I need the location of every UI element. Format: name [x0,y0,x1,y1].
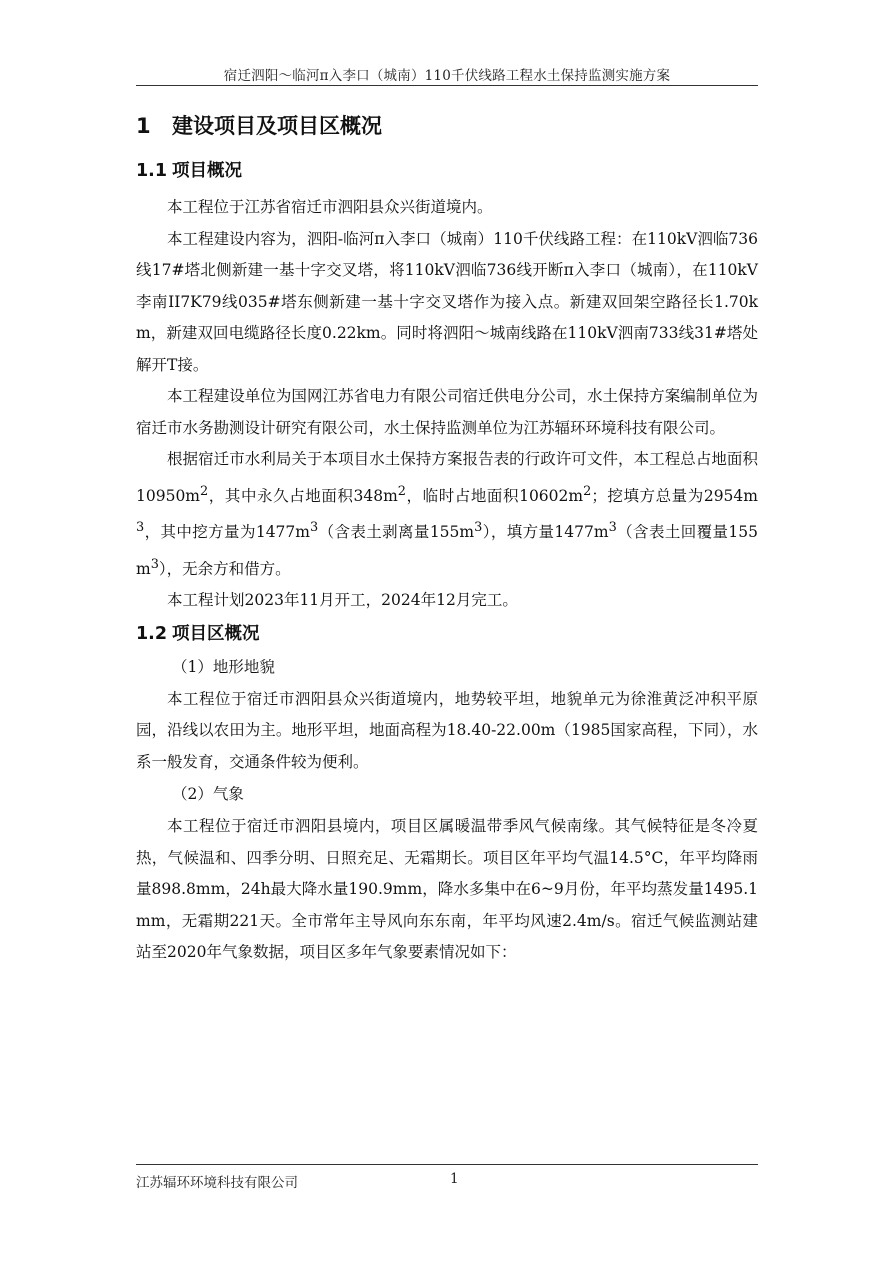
page-number: 1 [450,1171,459,1187]
footer-rule [136,1164,758,1165]
subsection-heading-1-2 [136,617,758,651]
footer-company: 江苏辐环环境科技有限公司 [136,1175,298,1191]
paragraph-land-area: 根据宿迁市水利局关于本项目水土保持方案报告表的行政许可文件，本工程总占地面积$10950m^2$，其中永久占地面积$348m^2$，临时占地面积$10602m^2$；挖填方总量为$2954m^3$，其中挖方量为$1477m^3$（含表土剥离量$155m^3$），填方量$1477m^3$（含表土回覆量$155m^3$），无余方和借方。 [136,450,758,578]
subsection-number: 1.1 [136,161,168,181]
section-heading-1 [136,108,758,144]
subheading-climate: （2）气象 [172,785,244,804]
subsection-heading-1-1 [136,154,758,188]
subsection-title: 项目区概况 [172,623,260,644]
running-header: 宿迁泗阳～临河π入李口（城南）110千伏线路工程水土保持监测实施方案 [223,68,671,84]
subsection-title: 项目概况 [172,161,242,181]
paragraph-terrain: 本工程位于宿迁市泗阳县众兴街道境内，地势较平坦，地貌单元为徐淮黄泛冲积平原园，沿线以农田为主。地形平坦，地面高程为18.40-22.00m（1985国家高程，下同），水系一般发育，交通条件较为便利。 [136,689,758,771]
paragraph-units: 本工程建设单位为国网江苏省电力有限公司宿迁供电分公司，水土保持方案编制单位为宿迁市水务勘测设计研究有限公司，水土保持监测单位为江苏辐环环境科技有限公司。 [136,387,758,437]
paragraph-location: 本工程位于江苏省宿迁市泗阳县众兴街道境内。 [167,198,493,216]
paragraph-construction-content: 本工程建设内容为，泗阳-临河π入李口（城南）110千伏线路工程：在110kV泗临736线17#塔北侧新建一基十字交叉塔，将110kV泗临736线开断π入李口（城南），在110kV李南II7K79线035#塔东侧新建一基十字交叉塔作为接入点。新建双回架空路径长1.70km，新建双回电缆路径长度0.22km。同时将泗阳～城南线路在110kV泗南733线31#塔处解开T接。 [136,229,758,374]
subheading-terrain: （1）地形地貌 [172,657,275,676]
subsection-number: 1.2 [136,623,168,644]
paragraph-schedule: 本工程计划2023年11月开工，2024年12月完工。 [167,591,518,610]
paragraph-climate: 本工程位于宿迁市泗阳县境内，项目区属暖温带季风气候南缘。其气候特征是冬冷夏热，气候温和、四季分明、日照充足、无霜期长。项目区年平均气温14.5°C，年平均降雨量898.8mm，24h最大降水量190.9mm，降水多集中在6~9月份，年平均蒸发量1495.1mm，无霜期221天。全市常年主导风向东东南，年平均风速2.4m/s。宿迁气候监测站建站至2020年气象数据，项目区多年气象要素情况如下： [136,817,758,962]
page-content [136,108,758,969]
header-rule [136,85,758,86]
section-title: 建设项目及项目区概况 [172,114,382,138]
section-number: 1 [136,114,151,138]
